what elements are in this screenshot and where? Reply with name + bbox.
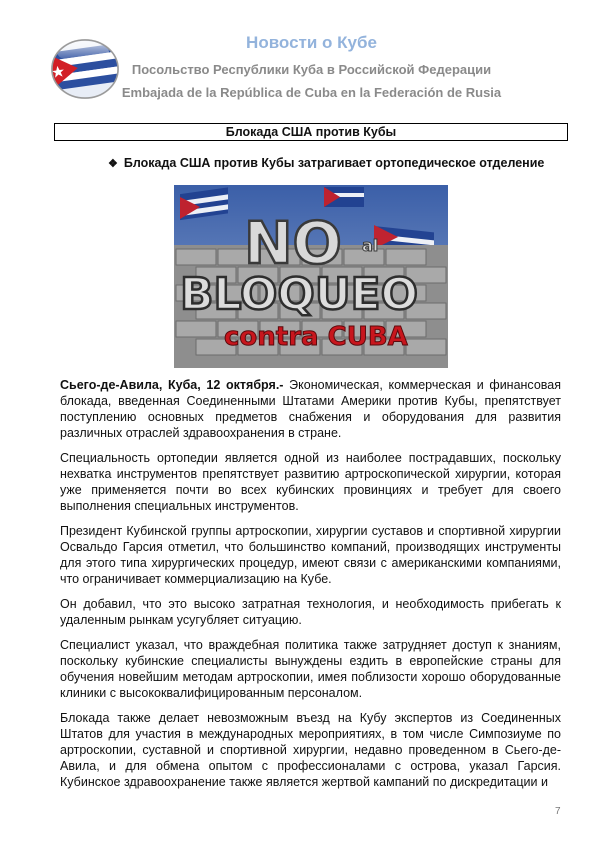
header-subtitle-ru: Посольство Республики Куба в Российской Федерации xyxy=(131,62,492,77)
photo-text-no: NO xyxy=(244,209,342,277)
header-subtitle-es: Embajada de la República de Cuba en la Federación de Rusia xyxy=(121,85,502,100)
article-body xyxy=(60,377,561,799)
photo-text-contra-cuba: contra CUBA xyxy=(224,322,408,352)
article-paragraph xyxy=(60,377,561,441)
photo-text-bloqueo: BLOQUEO xyxy=(180,269,419,320)
page-number: 7 xyxy=(555,806,561,817)
section-title: Блокада США против Кубы xyxy=(54,123,568,141)
article-paragraph: Он добавил, что это высоко затратная технология, и необходимость прибегать к удаленным рынкам усугубляет ситуацию. xyxy=(60,597,561,627)
article-paragraph-text: Экономическая, коммерческая и финансовая блокада, введенная Соединенными Штатами Америки против Кубы, препятствует поступлению основных предметов снабжения и оборудования для развития различных отраслей здравоохранения в стране. xyxy=(60,378,561,440)
article-title-text: Блокада США против Кубы затрагивает ортопедическое отделение xyxy=(123,156,545,170)
article-dateline: Сьего-де-Авила, Куба, 12 октября.- xyxy=(60,378,284,392)
article-paragraph: Специальность ортопедии является одной из наиболее пострадавших, поскольку нехватка инструментов препятствует развитию артроскопической хирургии, которая уже применяется почти во всех кубинских провинциях и требует для своего выполнения специальных инструментов. xyxy=(60,451,561,513)
article-paragraph: Президент Кубинской группы артроскопии, хирургии суставов и спортивной хирургии Освальдо Гарсия отметил, что большинство компаний, производящих инструменты для этого типа хирургических процедур, имеют связи с американскими компаниями, что ограничивает коммерциализацию на Кубе. xyxy=(60,524,561,586)
header-title: Новости о Кубе xyxy=(246,33,377,52)
article-title xyxy=(108,156,544,170)
article-paragraph: Блокада также делает невозможным въезд на Кубу экспертов из Соединенных Штатов для участия в международных мероприятиях, в том числе Симпозиуме по артроскопии, суставной и спортивной хирургии, недавно проведенном в Сьего-де-Авила, и для обмена опытом с профессионалами с острова, указал Гарсия. Кубинское здравоохранение также является жертвой кампаний по дискредитации и xyxy=(60,711,561,789)
photo-text-al: al xyxy=(362,236,379,255)
diamond-bullet-icon: ❖ xyxy=(108,158,118,170)
article-paragraph: Специалист указал, что враждебная политика также затрудняет доступ к знаниям, поскольку кубинские специалисты вынуждены ездить в европейские страны для обучения новейшим методам артроскопии, имея поблизости хорошо оборудованные клиники с высококвалифицированным персоналом. xyxy=(60,638,561,700)
article-photo xyxy=(174,185,448,368)
